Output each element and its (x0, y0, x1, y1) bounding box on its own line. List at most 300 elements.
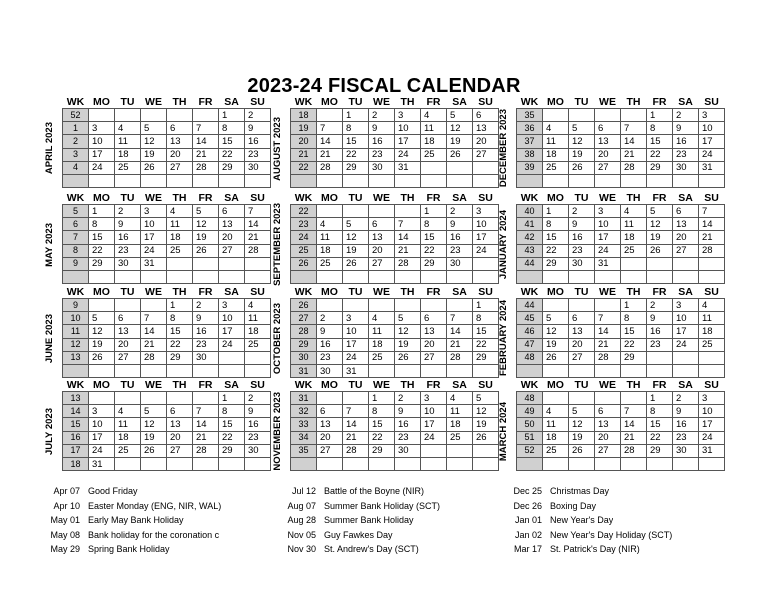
day-cell (595, 457, 621, 470)
day-cell: 28 (343, 444, 369, 457)
day-cell (395, 270, 421, 283)
month-block (497, 96, 725, 188)
day-cell: 28 (193, 161, 219, 174)
day-header: SA (452, 379, 467, 391)
day-cell: 19 (141, 431, 167, 444)
day-cell: 31 (699, 161, 725, 174)
day-cell (89, 364, 115, 377)
day-cell: 7 (595, 312, 621, 325)
day-cell: 28 (395, 257, 421, 270)
day-cell: 8 (369, 405, 395, 418)
day-cell: 15 (421, 231, 447, 244)
day-cell (395, 364, 421, 377)
day-cell (343, 205, 369, 218)
day-cell: 21 (621, 148, 647, 161)
day-cell: 12 (193, 218, 219, 231)
day-cell: 27 (167, 444, 193, 457)
holiday-date: Nov 05 (287, 529, 316, 540)
day-cell: 8 (647, 405, 673, 418)
day-cell: 14 (193, 135, 219, 148)
holiday-column (498, 484, 672, 557)
day-cell: 25 (447, 431, 473, 444)
week-row (63, 244, 271, 257)
day-cell: 12 (395, 325, 421, 338)
week-number (291, 174, 317, 187)
day-cell: 23 (395, 431, 421, 444)
day-header: SU (704, 286, 719, 298)
day-cell (245, 270, 271, 283)
day-cell: 18 (543, 431, 569, 444)
week-number: 52 (517, 444, 543, 457)
day-cell: 7 (343, 405, 369, 418)
day-cell (395, 174, 421, 187)
day-cell: 9 (369, 122, 395, 135)
day-cell (245, 174, 271, 187)
day-cell: 7 (193, 405, 219, 418)
day-cell: 19 (395, 338, 421, 351)
day-cell: 22 (369, 431, 395, 444)
day-cell (167, 392, 193, 405)
week-number: 12 (63, 338, 89, 351)
day-cell: 19 (343, 244, 369, 257)
day-header: TU (120, 379, 135, 391)
day-cell: 13 (673, 218, 699, 231)
day-cell: 3 (699, 392, 725, 405)
day-cell (115, 392, 141, 405)
day-header: FR (426, 286, 441, 298)
day-cell: 4 (699, 299, 725, 312)
day-cell: 4 (447, 392, 473, 405)
day-header: TU (574, 379, 589, 391)
week-row (291, 299, 499, 312)
day-cell: 21 (699, 231, 725, 244)
week-row (291, 122, 499, 135)
day-header: WE (599, 96, 616, 108)
day-header: TU (348, 379, 363, 391)
day-cell: 9 (673, 405, 699, 418)
holiday-date: Apr 10 (53, 500, 80, 511)
day-cell: 9 (317, 325, 343, 338)
day-cell: 6 (421, 312, 447, 325)
day-cell: 9 (447, 218, 473, 231)
day-cell: 2 (647, 299, 673, 312)
day-cell: 19 (473, 418, 499, 431)
week-number: 31 (291, 364, 317, 377)
week-row (517, 148, 725, 161)
week-row (63, 161, 271, 174)
week-number: 9 (63, 257, 89, 270)
day-header: WE (145, 96, 162, 108)
holiday-date: Mar 17 (513, 544, 542, 555)
week-row (63, 364, 271, 377)
day-cell: 2 (193, 299, 219, 312)
day-cell: 16 (647, 325, 673, 338)
day-cell: 16 (193, 325, 219, 338)
day-cell: 6 (167, 122, 193, 135)
day-cell (89, 270, 115, 283)
day-cell (647, 364, 673, 377)
day-cell: 29 (543, 257, 569, 270)
week-number: 30 (291, 351, 317, 364)
day-header: TH (172, 379, 187, 391)
day-cell (543, 299, 569, 312)
day-cell (89, 392, 115, 405)
day-cell: 12 (141, 135, 167, 148)
day-cell: 1 (647, 109, 673, 122)
month-label: FEBRUARY 2024 (497, 300, 509, 377)
day-cell: 28 (245, 244, 271, 257)
day-cell (621, 109, 647, 122)
day-cell (543, 392, 569, 405)
week-number: 2 (63, 135, 89, 148)
week-number: 18 (291, 109, 317, 122)
day-cell: 9 (193, 312, 219, 325)
day-cell: 27 (317, 444, 343, 457)
day-header: WE (373, 379, 390, 391)
day-cell: 17 (595, 231, 621, 244)
week-number: 27 (291, 312, 317, 325)
holiday-name: New Year's Day Holiday (SCT) (550, 529, 673, 540)
week-row (63, 109, 271, 122)
holiday-date: Dec 26 (513, 500, 542, 511)
day-cell: 8 (621, 312, 647, 325)
day-cell: 22 (343, 148, 369, 161)
day-cell: 8 (167, 312, 193, 325)
day-header: FR (198, 96, 213, 108)
day-cell (447, 444, 473, 457)
day-cell: 20 (569, 338, 595, 351)
month-table (62, 286, 271, 378)
week-number: 35 (517, 109, 543, 122)
day-header: SU (704, 96, 719, 108)
week-number (517, 174, 543, 187)
day-cell (569, 392, 595, 405)
day-cell: 17 (673, 325, 699, 338)
holiday-item (38, 484, 221, 499)
day-header: MO (547, 192, 564, 204)
day-cell: 20 (369, 244, 395, 257)
month-block (43, 96, 271, 188)
day-cell: 5 (569, 122, 595, 135)
day-cell: 29 (219, 444, 245, 457)
day-cell: 11 (167, 218, 193, 231)
holiday-item (498, 499, 672, 514)
day-cell: 10 (89, 135, 115, 148)
day-cell: 16 (447, 231, 473, 244)
day-cell: 16 (395, 418, 421, 431)
week-row (63, 148, 271, 161)
day-cell: 13 (595, 135, 621, 148)
day-header: WK (520, 286, 539, 298)
day-header: MO (93, 286, 110, 298)
day-cell (673, 351, 699, 364)
day-cell (141, 109, 167, 122)
week-number: 15 (63, 418, 89, 431)
day-cell: 14 (621, 135, 647, 148)
day-cell: 30 (673, 444, 699, 457)
holiday-name: St. Andrew's Day (SCT) (324, 544, 419, 555)
holiday-name: Battle of the Boyne (NIR) (324, 486, 425, 496)
week-number: 34 (291, 431, 317, 444)
week-number: 29 (291, 338, 317, 351)
week-number (517, 270, 543, 283)
day-cell (473, 444, 499, 457)
day-cell: 16 (317, 338, 343, 351)
day-cell: 5 (343, 218, 369, 231)
day-header: WE (599, 379, 616, 391)
week-row (63, 257, 271, 270)
day-cell: 1 (89, 205, 115, 218)
day-cell (647, 270, 673, 283)
day-header: TU (574, 96, 589, 108)
day-cell: 13 (569, 325, 595, 338)
day-cell (621, 174, 647, 187)
day-cell: 27 (473, 148, 499, 161)
day-header: WK (520, 192, 539, 204)
week-row (63, 325, 271, 338)
week-row (517, 161, 725, 174)
day-cell (699, 364, 725, 377)
day-cell (317, 299, 343, 312)
day-cell: 18 (621, 231, 647, 244)
week-number: 10 (63, 312, 89, 325)
day-cell: 1 (647, 392, 673, 405)
week-row (517, 405, 725, 418)
holiday-date: Aug 07 (287, 500, 316, 511)
day-header: WK (520, 379, 539, 391)
day-cell (621, 364, 647, 377)
day-cell: 12 (569, 418, 595, 431)
day-cell: 5 (395, 312, 421, 325)
day-cell (595, 109, 621, 122)
month-table (62, 96, 271, 188)
day-cell (167, 109, 193, 122)
day-cell (193, 392, 219, 405)
day-cell: 2 (115, 205, 141, 218)
holiday-date: Jan 01 (514, 515, 542, 526)
day-header: WK (66, 96, 85, 108)
day-cell (115, 109, 141, 122)
day-cell: 14 (193, 418, 219, 431)
day-cell: 14 (317, 135, 343, 148)
day-cell: 18 (699, 325, 725, 338)
month-table (516, 192, 725, 284)
day-cell: 14 (595, 325, 621, 338)
week-row (63, 174, 271, 187)
day-cell: 11 (369, 325, 395, 338)
day-cell: 26 (395, 351, 421, 364)
day-cell: 3 (595, 205, 621, 218)
week-number: 46 (517, 325, 543, 338)
week-number: 40 (517, 205, 543, 218)
day-cell: 24 (673, 338, 699, 351)
week-row (291, 392, 499, 405)
day-cell: 27 (595, 444, 621, 457)
week-row (517, 270, 725, 283)
day-cell: 25 (115, 444, 141, 457)
day-cell: 9 (115, 218, 141, 231)
day-cell: 2 (395, 392, 421, 405)
day-cell: 9 (647, 312, 673, 325)
day-cell: 18 (369, 338, 395, 351)
day-header: TU (348, 286, 363, 298)
day-cell: 1 (621, 299, 647, 312)
day-header: TH (400, 379, 415, 391)
day-header: MO (321, 96, 338, 108)
day-cell: 30 (673, 161, 699, 174)
week-number: 50 (517, 418, 543, 431)
week-row (517, 457, 725, 470)
day-cell: 16 (245, 135, 271, 148)
month-block (271, 192, 499, 286)
month-table (516, 96, 725, 188)
day-cell: 17 (699, 418, 725, 431)
day-cell: 24 (421, 431, 447, 444)
day-cell: 13 (595, 418, 621, 431)
day-header: SA (224, 96, 239, 108)
day-cell (621, 457, 647, 470)
day-cell: 29 (219, 161, 245, 174)
week-number: 48 (517, 392, 543, 405)
day-header: MO (93, 379, 110, 391)
day-cell (317, 174, 343, 187)
week-row (291, 109, 499, 122)
day-cell: 24 (473, 244, 499, 257)
holiday-name: St. Patrick's Day (NIR) (550, 544, 640, 555)
day-cell: 30 (115, 257, 141, 270)
day-cell: 1 (167, 299, 193, 312)
day-header: FR (198, 379, 213, 391)
day-cell: 11 (699, 312, 725, 325)
day-cell: 7 (317, 122, 343, 135)
day-cell: 20 (473, 135, 499, 148)
day-cell (369, 457, 395, 470)
day-cell: 5 (543, 312, 569, 325)
day-cell (369, 299, 395, 312)
day-cell: 29 (647, 161, 673, 174)
day-cell: 27 (673, 244, 699, 257)
day-header: TH (172, 96, 187, 108)
day-cell: 15 (621, 325, 647, 338)
day-cell (343, 392, 369, 405)
week-number: 49 (517, 405, 543, 418)
day-header: FR (426, 96, 441, 108)
week-number: 35 (291, 444, 317, 457)
day-cell: 22 (219, 431, 245, 444)
day-header: TU (348, 96, 363, 108)
holiday-date: Nov 30 (287, 544, 316, 555)
day-cell: 10 (141, 218, 167, 231)
day-cell: 2 (569, 205, 595, 218)
day-cell: 1 (219, 109, 245, 122)
week-row (63, 312, 271, 325)
day-cell: 29 (621, 351, 647, 364)
day-cell: 4 (543, 405, 569, 418)
header-row (63, 286, 271, 299)
week-number: 23 (291, 218, 317, 231)
day-header: WE (599, 286, 616, 298)
day-cell (543, 364, 569, 377)
day-cell: 8 (647, 122, 673, 135)
day-cell (193, 257, 219, 270)
day-cell (219, 364, 245, 377)
day-cell (141, 392, 167, 405)
day-header: WE (373, 192, 390, 204)
week-row (291, 351, 499, 364)
day-cell: 27 (369, 257, 395, 270)
day-cell: 29 (647, 444, 673, 457)
day-header: SU (704, 192, 719, 204)
day-cell: 17 (141, 231, 167, 244)
day-cell: 7 (245, 205, 271, 218)
day-cell: 28 (621, 444, 647, 457)
day-cell: 5 (193, 205, 219, 218)
day-cell: 22 (647, 431, 673, 444)
day-cell: 3 (89, 405, 115, 418)
day-header: SA (678, 96, 693, 108)
day-cell: 8 (421, 218, 447, 231)
day-cell: 15 (473, 325, 499, 338)
week-number: 51 (517, 431, 543, 444)
day-cell: 20 (115, 338, 141, 351)
day-header: TH (400, 96, 415, 108)
day-cell: 17 (421, 418, 447, 431)
week-number: 22 (291, 205, 317, 218)
day-cell (421, 444, 447, 457)
day-cell: 19 (447, 135, 473, 148)
day-cell: 14 (621, 418, 647, 431)
day-cell (595, 270, 621, 283)
week-number: 3 (63, 148, 89, 161)
day-cell: 19 (647, 231, 673, 244)
day-cell: 18 (543, 148, 569, 161)
week-number: 22 (291, 161, 317, 174)
day-cell: 11 (115, 135, 141, 148)
week-row (63, 405, 271, 418)
month-block (497, 379, 725, 471)
holiday-item (498, 484, 672, 499)
day-cell: 25 (699, 338, 725, 351)
day-cell: 6 (569, 312, 595, 325)
day-cell: 12 (141, 418, 167, 431)
day-cell: 15 (219, 418, 245, 431)
day-header: TU (348, 192, 363, 204)
day-cell: 16 (673, 135, 699, 148)
week-number: 14 (63, 405, 89, 418)
holiday-column (38, 484, 221, 557)
day-cell: 30 (369, 161, 395, 174)
day-cell: 18 (317, 244, 343, 257)
week-number: 44 (517, 299, 543, 312)
day-header: FR (198, 192, 213, 204)
day-header: WK (66, 286, 85, 298)
day-cell: 18 (245, 325, 271, 338)
week-row (63, 231, 271, 244)
holiday-name: Boxing Day (550, 500, 597, 511)
week-number: 25 (291, 244, 317, 257)
day-cell: 10 (421, 405, 447, 418)
day-cell: 9 (673, 122, 699, 135)
day-cell: 17 (89, 431, 115, 444)
day-header: TU (574, 286, 589, 298)
day-header: WE (145, 286, 162, 298)
week-number: 24 (291, 231, 317, 244)
week-row (517, 431, 725, 444)
holiday-item (498, 528, 672, 543)
day-cell: 5 (473, 392, 499, 405)
day-cell: 10 (395, 122, 421, 135)
day-cell: 1 (369, 392, 395, 405)
